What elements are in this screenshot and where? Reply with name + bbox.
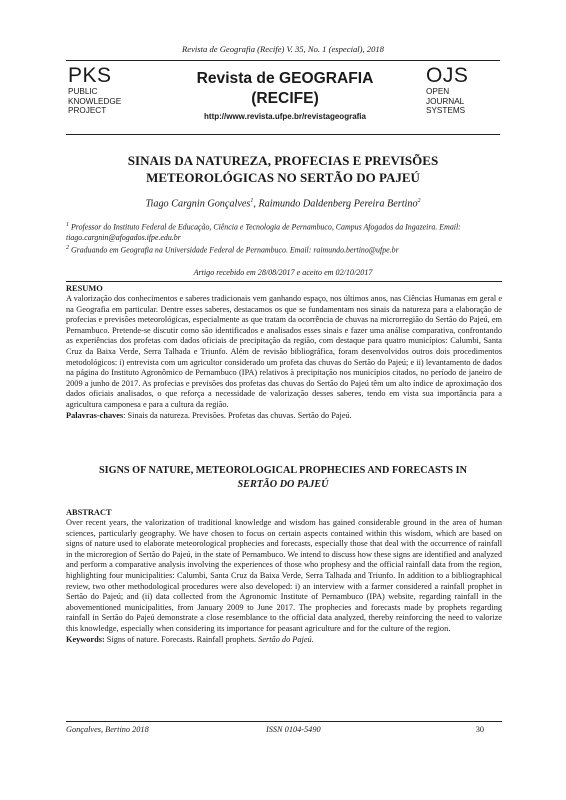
received-date-line: Artigo recebido em 28/08/2017 e aceito em 02/10/2017 [193,268,373,277]
author-name: Raimundo Daldenberg Pereira Bertino [258,198,418,210]
english-title-line: SIGNS OF NATURE, METEOROLOGICAL PROPHECIES AND FORECASTS IN [99,465,467,476]
keywords-label: Palavras-chaves [66,410,124,420]
author-separator: , [253,198,259,210]
author-name: Tiago Cargnin Gonçalves [145,198,251,210]
keywords-end: . [311,634,314,644]
resumo-section [66,281,502,421]
author-line [0,198,566,209]
ojs-line: OPEN [426,87,450,96]
author-affiliation-marker: 1 [250,198,254,204]
masthead-journal-subtitle: (RECIFE) [251,90,319,107]
english-title [60,464,506,491]
affiliation-text: Graduando em Geografia na Universidade Federal de Pernambuco. Email: raimundo.bertino@ufpe.br [69,245,399,255]
ojs-line: SYSTEMS [426,106,466,116]
keywords-text: : Sinais da natureza. Previsões. Profetas das chuvas. Sertão do Pajeú. [123,410,352,420]
article-title-line: METEOROLÓGICAS NO SERTÃO DO PAJEÚ [146,170,420,185]
footer-authors: Gonçalves, Bertino 2018 [66,725,149,734]
affiliation-marker: 2 [66,244,69,251]
abstract-text: Over recent years, the valorization of traditional knowledge and wisdom has gained considerable ground in the area of human sciences, particularly geography. We have chosen to focus on certain aspects contained within this wisdom, which are based on signs of nature used to elaborate meteorological prophecies and forecasts, especially those that deal with the occurrence of rainfall in the microregion of Sertão do Pajeú, in the state of Pernambuco. We intend to discuss how these signs are identified and analyzed and perform a comparative analysis involving the experiences of those who prophesy and the official rainfall data from the region, highlighting four municipalities: Calumbi, Santa Cruz da Baixa Verde, Serra Talhada and Triunfo. In addition to a bibliographical review, two other methodological procedures were also developed: i) an interview with a farmer considered a rainfall prophet in Sertão do Pajeú; and (ii) data collected from the Agronomic Institute of Pernambuco (IPA) website, regarding rainfall in the abovementioned municipalities, from January 2009 to June 2017. The prophecies and forecasts made by prophets regarding rainfall in Sertão do Pajeú demonstrate a close resemblance to the official data analyzed, thereby reinforcing the need to valorize this knowledge, especially when considering its importance for peasant agriculture and for the culture of the region. [66,518,502,633]
pkp-line: KNOWLEDGE [68,96,122,106]
affiliation-text: Professor do Instituto Federal de Educação, Ciência e Tecnologia de Pernambuco, Campus Afogados da Ingazeira. Email: tiago.cargnin@afogados.ifpe.edu.br [66,222,461,242]
journal-masthead [66,60,500,135]
journal-citation-line: Revista de Geografia (Recife) V. 35, No. 1 (especial), 2018 [182,44,384,54]
affiliation-note [66,220,502,243]
resumo-heading: RESUMO [66,284,103,293]
pkp-logo [68,65,121,116]
pkp-line: PROJECT [68,106,107,116]
keywords-italic: Sertão do Pajeú [258,634,312,644]
ojs-logo [426,65,468,116]
article-title [60,152,506,186]
author-affiliations [66,220,502,256]
page-footer [66,721,502,734]
masthead-journal-title: Revista de GEOGRAFIA [196,70,374,87]
abstract-heading: ABSTRACT [66,508,112,517]
pkp-abbreviation: PKS [68,64,112,87]
ojs-line: JOURNAL [426,96,465,106]
masthead-title-block [176,69,394,121]
author-affiliation-marker: 2 [417,198,421,204]
abstract-keywords [66,635,502,646]
resumo-keywords [66,411,502,422]
footer-issn: ISSN 0104-5490 [266,725,321,734]
affiliation-note [66,243,502,256]
page-number: 30 [475,725,484,734]
abstract-section [66,508,502,645]
keywords-label: Keywords: [66,634,105,644]
keywords-text: Signs of nature. Forecasts. Rainfall prophets. [104,634,259,644]
resumo-text: A valorização dos conhecimentos e saberes tradicionais vem ganhando espaço, nos últimos anos, nas Ciências Humanas em geral e na Geografia em particular. Dentre esses saberes, destacamos os que se fundamentam nos sinais da natureza para a elaboração de profecias e previsões meteorológicas, especialmente as que tratam da ocorrência de chuvas na microrregião do Sertão do Pajeú, em Pernambuco. Pretende-se discutir como são identificados e analisados esses sinais e fazer uma análise comparativa, confrontando as experiências dos profetas com dados oficiais de precipitação da região, com destaque para quatro municípios: Calumbi, Santa Cruz da Baixa Verde, Serra Talhada e Triunfo. Além de revisão bibliográfica, foram desenvolvidos outros dois procedimentos metodológicos: i) entrevista com um agricultor considerado um profeta das chuvas do Sertão do Pajeú; e ii) levantamento de dados na página do Instituto Agronômico de Pernambuco (IPA) relativos à precipitação nos municípios citados, no período de janeiro de 2009 a junho de 2017. As profecias e previsões dos profetas das chuvas do Sertão do Pajeú têm um alto índice de aproximação dos dados oficiais analisados, o que reforça a necessidade de valorização desses saberes, tendo em vista sua importância para a agricultura camponesa e para a cultura da região. [66,294,502,409]
affiliation-marker: 1 [66,222,69,228]
journal-url-link[interactable]: http://www.revista.ufpe.br/revistageografia [204,112,366,121]
article-title-line: SINAIS DA NATUREZA, PROFECIAS E PREVISÕES [127,153,439,168]
ojs-abbreviation: OJS [426,64,469,87]
english-title-line: SERTÃO DO PAJEÚ [237,478,329,490]
pkp-line: PUBLIC [68,87,98,96]
